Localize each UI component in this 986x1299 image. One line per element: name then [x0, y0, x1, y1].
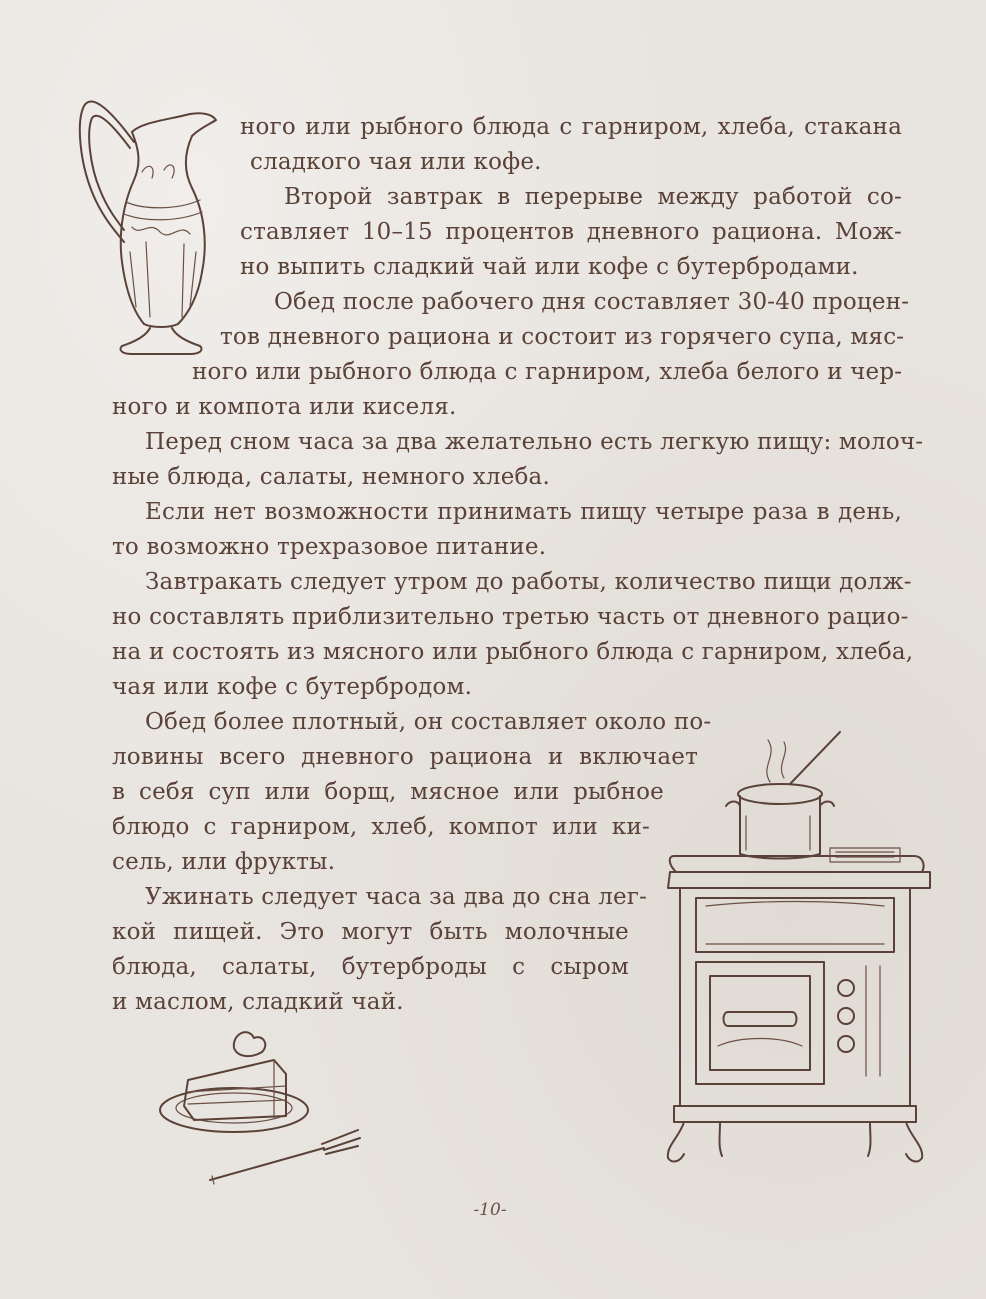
- text-line: ного или рыбного блюда с гарниром, хлеба белого и чер-: [192, 359, 903, 385]
- text-line: но выпить сладкий чай или кофе с бутербродами.: [240, 254, 859, 280]
- text-line: ные блюда, салаты, немного хлеба.: [112, 464, 550, 490]
- text-line: сель, или фрукты.: [112, 849, 336, 875]
- text-line: ного и компота или киселя.: [112, 394, 457, 420]
- text-line: ставляет 10–15 процентов дневного рациона. Мож-: [240, 219, 902, 245]
- text-line: ловины всего дневного рациона и включает: [112, 744, 698, 770]
- text-line: тов дневного рациона и состоит из горячего супа, мяс-: [220, 324, 905, 350]
- text-line: чая или кофе с бутербродом.: [112, 674, 473, 700]
- text-line: Обед после рабочего дня составляет 30-40 процен-: [274, 289, 910, 315]
- text-line: и маслом, сладкий чай.: [112, 989, 404, 1015]
- page-number: -10-: [473, 1200, 507, 1220]
- text-line: блюда, салаты, бутерброды с сыром: [112, 954, 629, 980]
- text-line: сладкого чая или кофе.: [250, 149, 542, 175]
- jug-illustration: [72, 92, 222, 362]
- text-line: Второй завтрак в перерыве между работой со-: [284, 184, 902, 210]
- text-line: в себя суп или борщ, мясное или рыбное: [112, 779, 664, 805]
- text-line: ного или рыбного блюда с гарниром, хлеба, стакана: [240, 114, 902, 140]
- text-line: Завтракать следует утром до работы, количество пищи долж-: [145, 569, 912, 595]
- text-line: то возможно трехразовое питание.: [112, 534, 547, 560]
- stove-illustration: [660, 726, 940, 1166]
- text-line: Обед более плотный, он составляет около по-: [145, 709, 712, 735]
- text-line: кой пищей. Это могут быть молочные: [112, 919, 629, 945]
- text-line: Ужинать следует часа за два до сна лег-: [145, 884, 648, 910]
- text-line: блюдо с гарниром, хлеб, компот или ки-: [112, 814, 650, 840]
- text-line: Если нет возможности принимать пищу четыре раза в день,: [145, 499, 902, 525]
- text-line: Перед сном часа за два желательно есть легкую пищу: молоч-: [145, 429, 924, 455]
- cake-slice-illustration: [154, 1020, 364, 1200]
- text-line: но составлять приблизительно третью часть от дневного рацио-: [112, 604, 909, 630]
- text-line: на и состоять из мясного или рыбного блюда с гарниром, хлеба,: [112, 639, 914, 665]
